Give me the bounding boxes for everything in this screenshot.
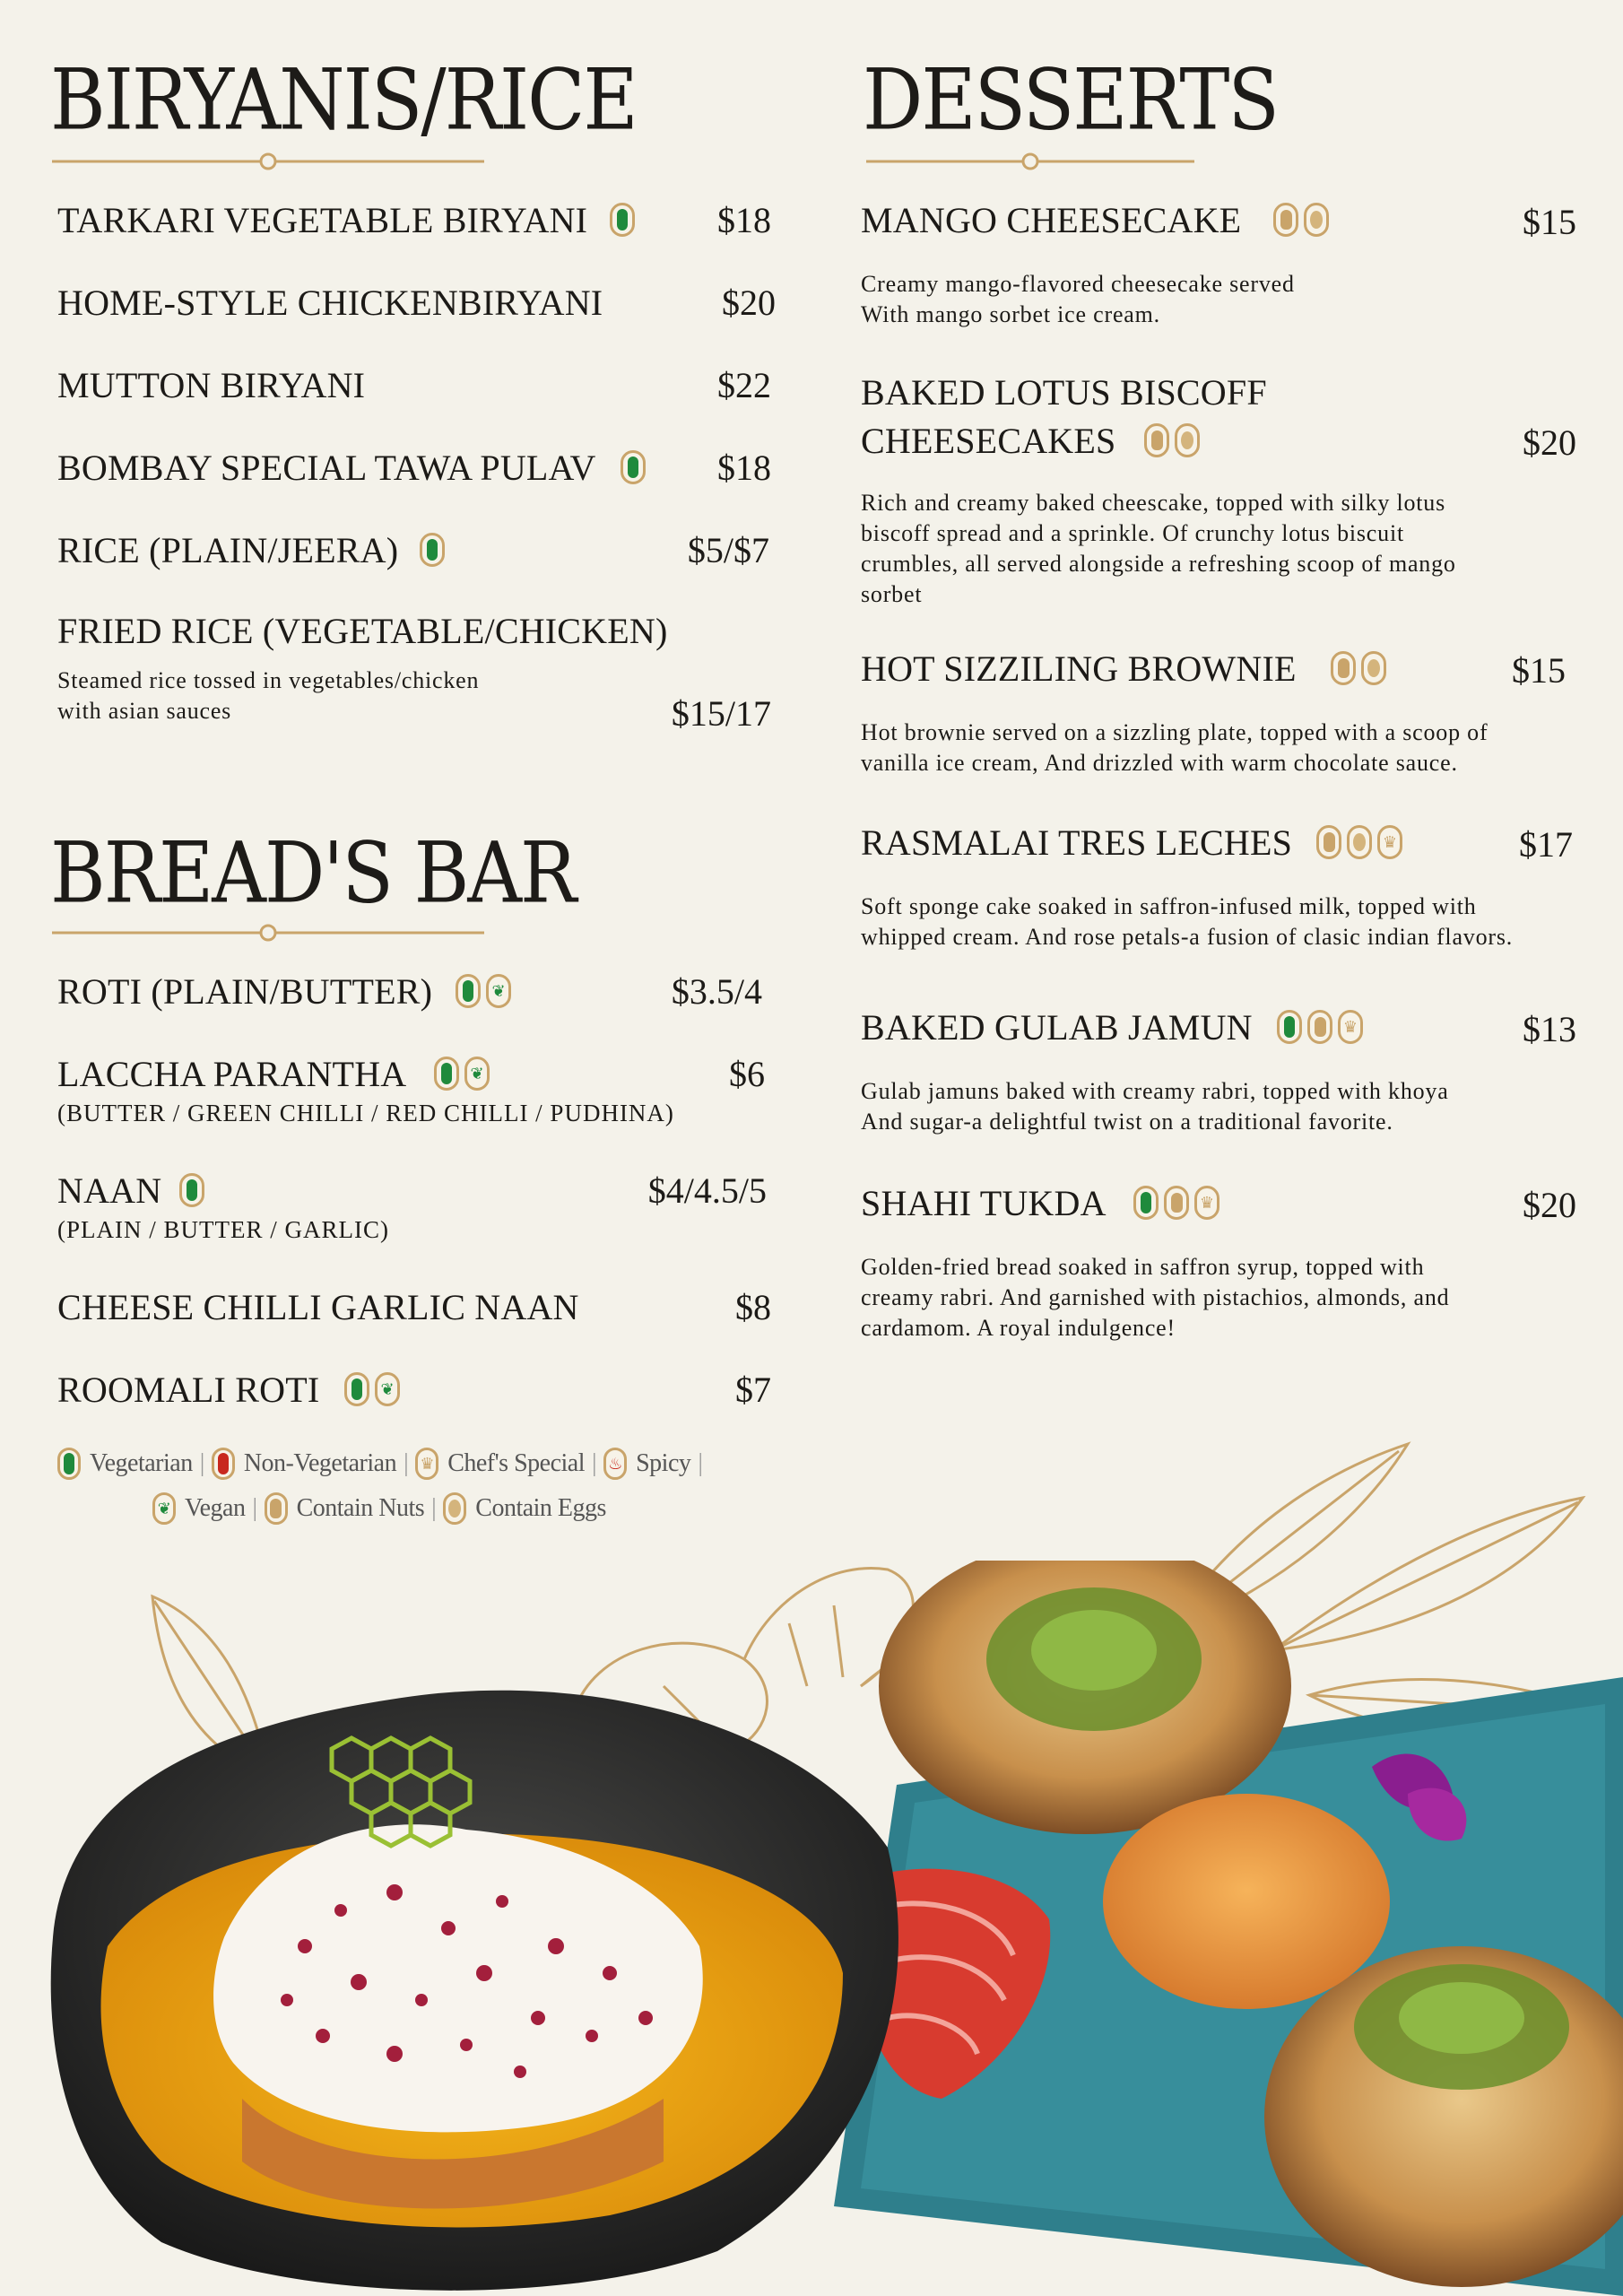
menu-item-price: $18 — [717, 448, 771, 488]
menu-item-price: $15/17 — [671, 693, 771, 734]
legend-label: Vegan — [185, 1494, 246, 1522]
nut-icon — [1316, 825, 1341, 859]
menu-item-price: $7 — [735, 1370, 771, 1410]
diet-icons — [434, 1057, 490, 1091]
diet-icons — [1277, 1010, 1363, 1044]
menu-item-name: SHAHI TUKDA — [861, 1183, 1107, 1223]
menu-item-name: ROTI (PLAIN/BUTTER) — [57, 971, 433, 1012]
menu-item-name: MUTTON BIRYANI — [57, 365, 366, 405]
diet-icons — [610, 203, 635, 237]
vegetarian-icon — [1277, 1010, 1302, 1044]
legend-label: Non-Vegetarian — [243, 1449, 397, 1477]
heading-divider — [52, 922, 484, 944]
nut-icon — [1164, 1186, 1189, 1220]
vegetarian-icon — [420, 533, 445, 567]
diet-icons — [1273, 203, 1329, 237]
menu-item-description: Hot brownie served on a sizzling plate, topped with a scoop of vanilla ice cream, And drizzled with warm chocolate sauce. — [861, 719, 1488, 776]
menu-item-name: MANGO CHEESECAKE — [861, 200, 1242, 240]
diet-icons — [344, 1372, 400, 1406]
menu-item-price: $15 — [1512, 650, 1566, 691]
menu-item-name: FRIED RICE (VEGETABLE/CHICKEN) — [57, 611, 668, 651]
menu-item-price: $3.5/4 — [671, 971, 762, 1012]
menu-item-name: RASMALAI TRES LECHES — [861, 822, 1293, 863]
egg-icon — [1304, 203, 1329, 237]
egg-icon — [1347, 825, 1372, 859]
menu-item-name: NAAN — [57, 1170, 162, 1211]
vegan-icon: ❦ — [486, 974, 511, 1008]
vegetarian-icon — [621, 450, 646, 484]
diet-legend-row-1: Vegetarian | Non-Vegetarian | ♛ Chef's Special | ♨ Spicy | — [57, 1448, 710, 1480]
desserts-heading: DESSERTS — [863, 50, 1278, 149]
menu-item-name: HOME-STYLE CHICKENBIRYANI — [57, 283, 603, 323]
menu-item-options: (PLAIN / BUTTER / GARLIC) — [57, 1216, 389, 1243]
vegan-icon: ❦ — [464, 1057, 490, 1091]
menu-item-price: $8 — [735, 1287, 771, 1327]
menu-item-description: Creamy mango-flavored cheesecake served With mango sorbet ice cream. — [861, 271, 1295, 327]
diet-icons — [1133, 1186, 1219, 1220]
biryanis-heading: BIRYANIS/RICE — [50, 50, 637, 149]
nut-icon — [1273, 203, 1298, 237]
vegan-icon: ❦ — [375, 1372, 400, 1406]
menu-item-name: ROOMALI ROTI — [57, 1370, 320, 1410]
legend-label: Spicy — [636, 1449, 691, 1477]
menu-item-price: $15 — [1523, 202, 1576, 242]
menu-item-description: Gulab jamuns baked with creamy rabri, topped with khoya And sugar-a delightful twist on a traditional favorite. — [861, 1078, 1449, 1135]
diet-icons — [420, 533, 445, 567]
diet-icons — [1316, 825, 1402, 859]
vegetarian-icon — [610, 203, 635, 237]
menu-item-price: $22 — [717, 365, 771, 405]
menu-item-name: TARKARI VEGETABLE BIRYANI — [57, 200, 588, 240]
menu-item-description: Rich and creamy baked cheescake, topped with silky lotus biscoff spread and a sprinkle. Of crunchy lotus biscuit crumbles, all served alongside a refreshing scoop of mango sorbet — [861, 490, 1456, 607]
menu-item-price: $5/$7 — [687, 530, 769, 570]
chef-hat-icon: ♛ — [1377, 825, 1402, 859]
egg-icon — [1175, 423, 1200, 457]
chef-hat-icon: ♛ — [1194, 1186, 1219, 1220]
nut-icon — [1307, 1010, 1332, 1044]
menu-item-description: Steamed rice tossed in vegetables/chicken with asian sauces — [57, 667, 480, 724]
vegetarian-icon — [1133, 1186, 1159, 1220]
vegetarian-icon — [179, 1173, 204, 1207]
diet-icons — [1331, 651, 1386, 685]
menu-item-price: $17 — [1519, 824, 1573, 865]
diet-icons — [1144, 423, 1200, 457]
menu-item-price: $20 — [1523, 422, 1576, 463]
nut-icon — [1331, 651, 1356, 685]
legend-label: Vegetarian — [90, 1449, 193, 1477]
menu-item-name-line: BAKED LOTUS BISCOFF — [861, 372, 1267, 413]
vegan-icon: ❦ — [152, 1492, 176, 1525]
menu-item-name: RICE (PLAIN/JEERA) — [57, 530, 399, 570]
menu-item-name: BAKED GULAB JAMUN — [861, 1007, 1253, 1048]
diet-legend-row-2: ❦ Vegan | Contain Nuts | Contain Eggs — [152, 1492, 606, 1525]
menu-item-description: Soft sponge cake soaked in saffron-infused milk, topped with whipped cream. And rose petals-a fusion of clasic indian flavors. — [861, 893, 1514, 950]
vegetarian-icon — [456, 974, 481, 1008]
menu-item-price: $6 — [729, 1054, 765, 1094]
heading-divider — [52, 151, 484, 172]
menu-item-price: $13 — [1523, 1009, 1576, 1049]
menu-item-name: BOMBAY SPECIAL TAWA PULAV — [57, 448, 596, 488]
menu-item-price: $18 — [717, 200, 771, 240]
diet-icons — [179, 1173, 204, 1207]
chili-icon: ♨ — [603, 1448, 627, 1480]
kulcha-platter-photo — [834, 1561, 1623, 2296]
menu-item-name: CHEESECAKES — [861, 421, 1116, 461]
diet-icons — [621, 450, 646, 484]
menu-item-description: Golden-fried bread soaked in saffron syrup, topped with creamy rabri. And garnished with pistachios, almonds, and cardamom. A royal indulgence! — [861, 1254, 1450, 1341]
chef-hat-icon: ♛ — [1338, 1010, 1363, 1044]
menu-item-name: CHEESE CHILLI GARLIC NAAN — [57, 1287, 579, 1327]
diet-icons — [456, 974, 511, 1008]
vegetarian-icon — [344, 1372, 369, 1406]
menu-item-options: (BUTTER / GREEN CHILLI / RED CHILLI / PUDHINA) — [57, 1100, 674, 1126]
menu-item-name: LACCHA PARANTHA — [57, 1054, 407, 1094]
rasmalai-tres-leches-photo — [36, 1677, 915, 2296]
egg-icon — [1361, 651, 1386, 685]
legend-label: Chef's Special — [447, 1449, 585, 1477]
chef-hat-icon: ♛ — [415, 1448, 438, 1480]
legend-label: Contain Eggs — [475, 1494, 606, 1522]
menu-item-price: $20 — [1523, 1185, 1576, 1225]
heading-divider — [866, 151, 1194, 172]
menu-item-price: $4/4.5/5 — [647, 1170, 767, 1211]
breads-heading: BREAD'S BAR — [50, 823, 576, 922]
legend-label: Contain Nuts — [296, 1494, 425, 1522]
menu-item-name: HOT SIZZILING BROWNIE — [861, 648, 1297, 689]
nut-icon — [1144, 423, 1169, 457]
vegetarian-icon — [434, 1057, 459, 1091]
menu-item-price: $20 — [722, 283, 776, 323]
